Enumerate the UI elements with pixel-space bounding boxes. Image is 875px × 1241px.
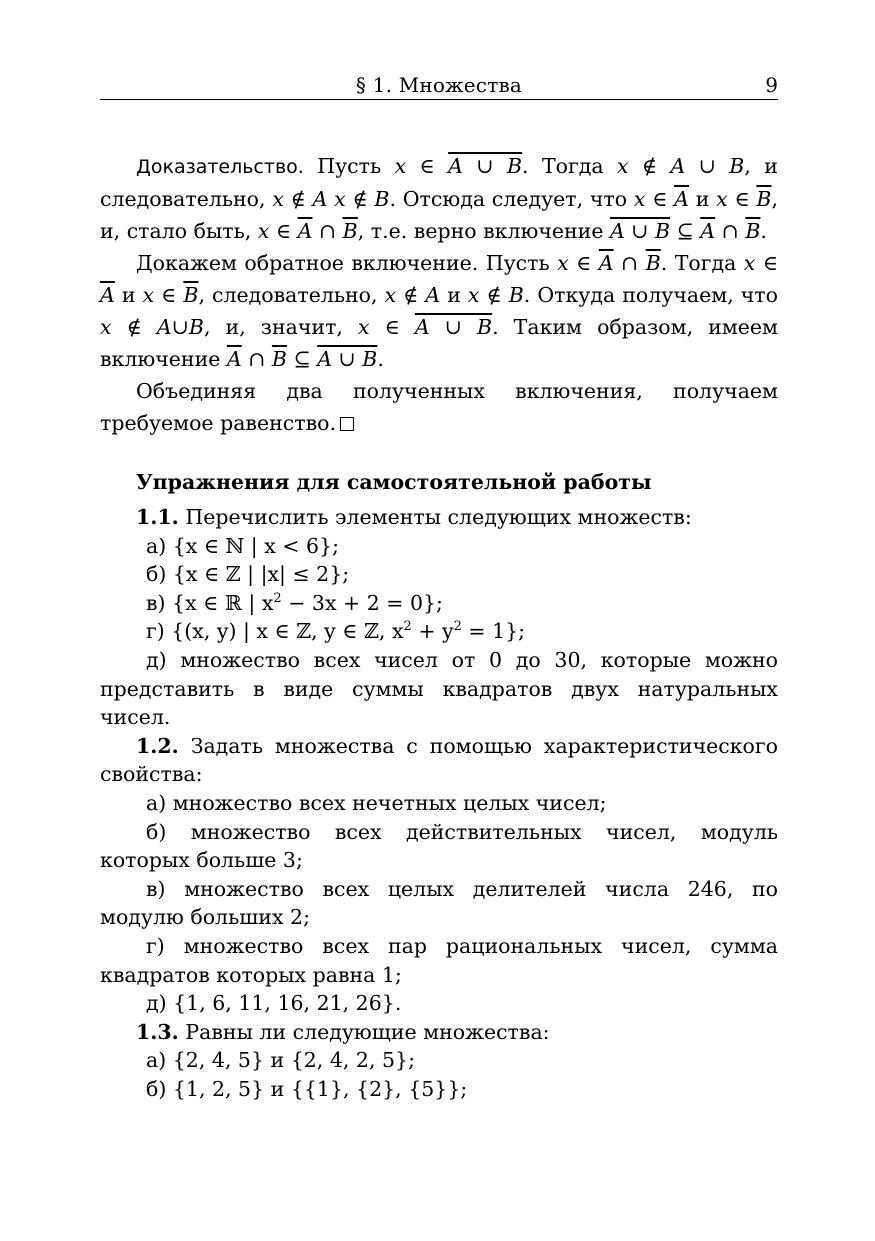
math-overline: A ∪ B <box>609 219 671 243</box>
text: , и, стало быть, <box>100 187 779 243</box>
math: x ∉ A <box>384 283 441 307</box>
text: Объединяя два полученных включения, получаем требуемое равенство. <box>100 379 778 435</box>
exercise-item: д) множество всех чисел от 0 до 30, которые можно представить в виде суммы квадратов двух натуральных чисел. <box>100 647 778 730</box>
superscript: 2 <box>453 619 462 635</box>
math: ⊆ <box>670 219 701 243</box>
exercise-item <box>100 617 778 646</box>
text: . <box>760 219 767 243</box>
exercise-number: 1.1. <box>136 505 179 529</box>
text: . Тогда <box>660 251 744 275</box>
text: Докажем обратное включение. Пусть <box>136 251 558 275</box>
running-title: § 1. Множества <box>355 73 523 97</box>
exercises-heading: Упражнения для самостоятельной работы <box>136 470 652 494</box>
qed-square-icon <box>340 417 354 431</box>
exercise-text: Задать множества с помощью характеристического свойства: <box>100 733 778 787</box>
exercise-number: 1.2. <box>136 733 179 758</box>
text: , и, значит, <box>203 315 358 339</box>
math-overline: $\overline{B}$ <box>756 187 772 211</box>
math-overline: $\overline{A}$ <box>700 219 716 243</box>
superscript: 2 <box>273 590 282 606</box>
exercise-item: д) {1, 6, 11, 16, 21, 26}. <box>146 991 402 1016</box>
math: x ∉ A ∪ B <box>616 154 745 178</box>
math: ∩ <box>241 347 272 371</box>
text: . Таким образом, имеем включение <box>100 315 778 371</box>
text: . Тогда <box>522 154 617 178</box>
text: г) {(x, y) | x ∈ ℤ, y ∈ ℤ, x <box>146 619 404 644</box>
math-overline: $\overline{B}$ <box>271 347 287 371</box>
exercise-item: г) множество всех пар рациональных чисел, сумма квадратов которых равна 1; <box>100 933 778 987</box>
math: x ∈ <box>716 187 757 211</box>
math-overline: $\overline{A}$ <box>100 283 115 307</box>
text: и <box>440 283 468 307</box>
math-overline: $\overline{A}$ <box>226 347 242 371</box>
math-overline: $\overline{B}$ <box>342 219 358 243</box>
exercise-text: Перечислить элементы следующих множеств: <box>185 505 692 529</box>
page-number: 9 <box>765 73 778 97</box>
exercise-item: а) {2, 4, 5} и {2, 4, 2, 5}; <box>146 1048 415 1073</box>
exercise-1-3 <box>100 1018 778 1047</box>
math-overline: A ∪ B <box>414 315 493 339</box>
exercise-item: в) множество всех целых делителей числа 246, по модулю больших 2; <box>100 876 778 930</box>
math: ∩ <box>613 251 646 275</box>
exercise-text: Равны ли следующие множества: <box>185 1019 550 1044</box>
exercise-1-1 <box>100 503 778 532</box>
page-header <box>100 71 778 100</box>
math-overline: $\overline{A}$ <box>674 187 689 211</box>
math: x ∉ B <box>467 283 524 307</box>
math: ∩ <box>312 219 343 243</box>
math-overline: $\overline{A}$ <box>598 251 614 275</box>
text: Пусть <box>317 154 395 178</box>
math: x ∈ <box>557 251 599 275</box>
math-overline: $\overline{B}$ <box>745 219 761 243</box>
text: . Откуда получаем, что <box>523 283 778 307</box>
math-overline: A ∪ B <box>448 154 523 178</box>
text: , т.е. верно включение <box>357 219 610 243</box>
math: x ∈ <box>633 187 675 211</box>
page-body <box>100 150 778 1103</box>
text: , и следовательно, <box>100 154 778 211</box>
text: , следовательно, <box>198 283 385 307</box>
proof-paragraph-3 <box>100 375 778 439</box>
math: x ∈ <box>358 315 415 339</box>
math: ∩ <box>715 219 746 243</box>
math-overline: $\overline{B}$ <box>183 283 199 307</box>
text: . Отсюда следует, что <box>389 187 634 211</box>
text: и <box>688 187 717 211</box>
exercise-number: 1.3. <box>136 1019 179 1044</box>
exercise-item: а) множество всех нечетных целых чисел; <box>146 790 607 815</box>
exercise-item: а) {x ∈ ℕ | x < 6}; <box>146 533 339 558</box>
math: x ∈ <box>257 219 298 243</box>
math: x ∉ A x ∉ B <box>272 187 390 211</box>
superscript: 2 <box>403 619 412 635</box>
exercise-item: б) {1, 2, 5} и {{1}, {2}, {5}}; <box>146 1076 468 1101</box>
proof-label: Доказательство. <box>136 156 304 178</box>
text: − 3x + 2 = 0}; <box>281 590 443 615</box>
exercise-item <box>100 589 778 618</box>
math: x ∉ A∪B <box>100 315 204 339</box>
exercise-item: б) {x ∈ ℤ | |x| ≤ 2}; <box>146 562 350 587</box>
math-overline: $\overline{B}$ <box>645 251 661 275</box>
math: x ∈ <box>394 154 449 178</box>
proof-paragraph-1 <box>100 150 778 247</box>
math-overline: A ∪ B <box>317 347 378 371</box>
math: x ∈ <box>142 283 184 307</box>
text: и <box>114 283 143 307</box>
text: = 1}; <box>461 619 526 644</box>
proof-paragraph-2 <box>100 247 778 375</box>
text: в) {x ∈ ℝ | x <box>146 590 274 615</box>
math: x ∈ <box>743 251 778 275</box>
math-overline: $\overline{A}$ <box>297 219 313 243</box>
exercise-item: б) множество всех действительных чисел, модуль которых больше 3; <box>100 819 778 873</box>
exercise-1-2 <box>100 732 778 789</box>
math: ⊆ <box>287 347 318 371</box>
text: . <box>377 347 384 371</box>
text: + y <box>411 619 454 644</box>
